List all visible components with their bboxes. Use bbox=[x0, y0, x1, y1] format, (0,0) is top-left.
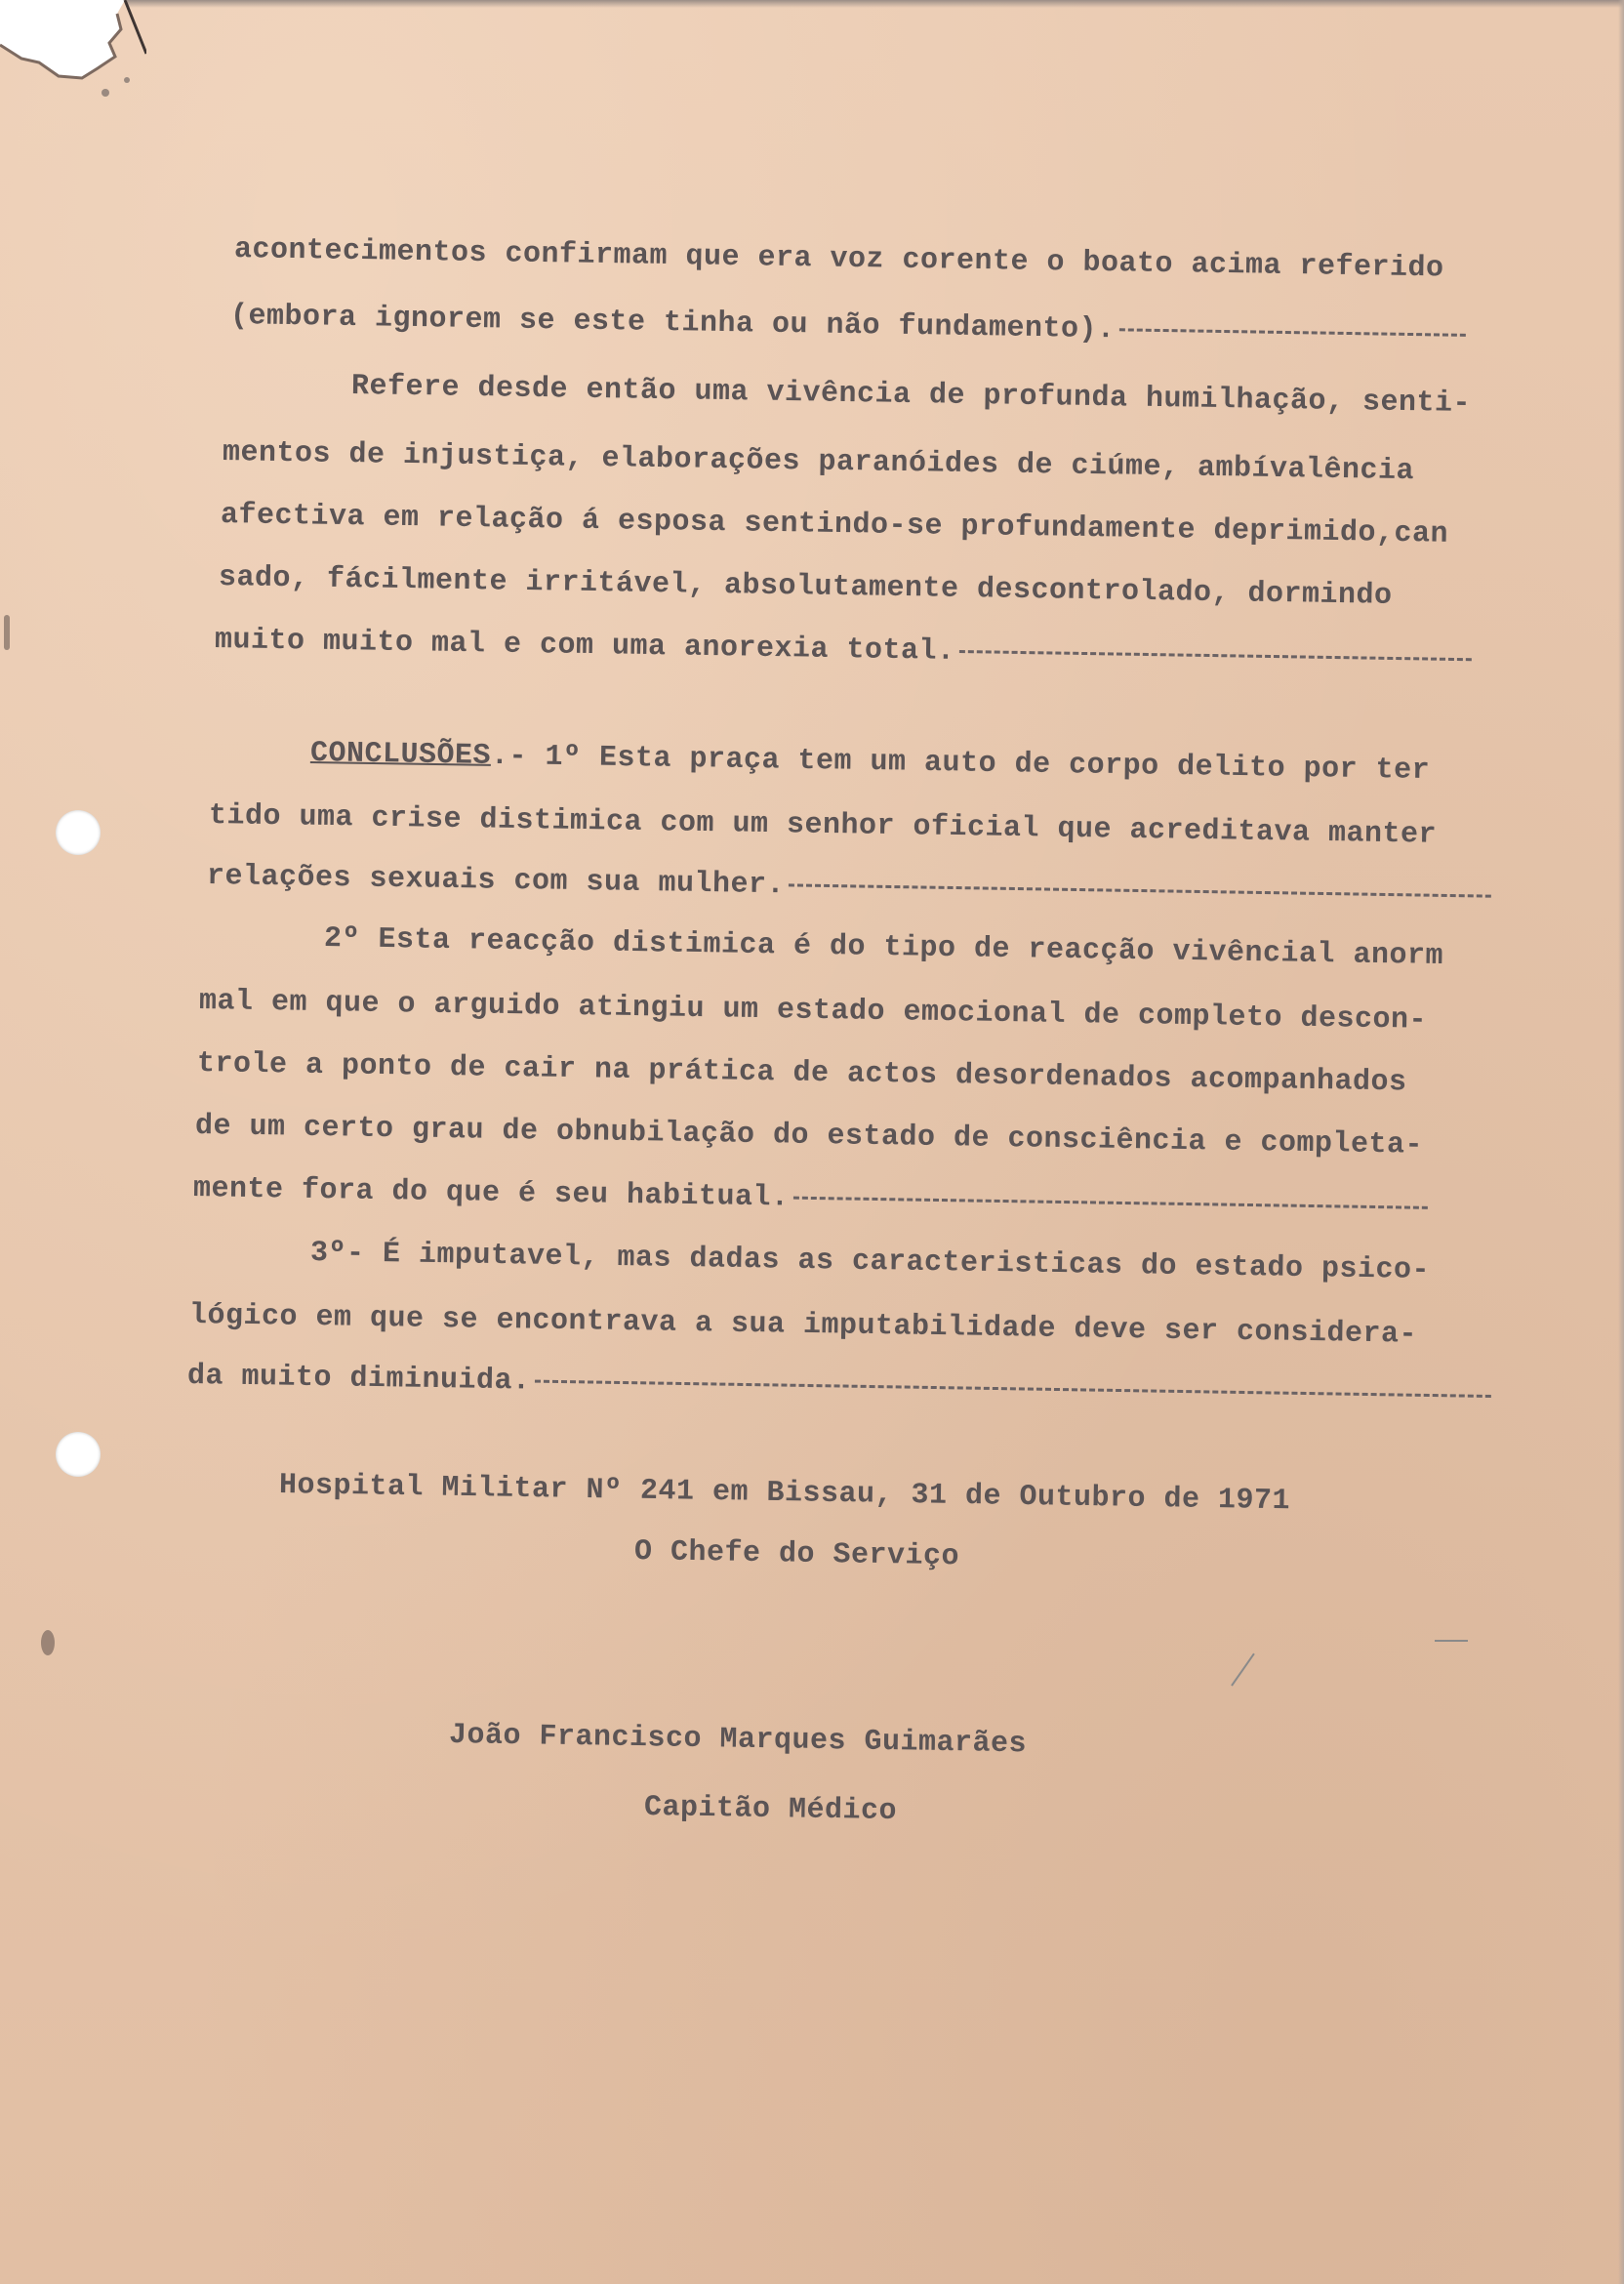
body-line bbox=[215, 624, 1472, 676]
body-line bbox=[193, 1172, 1428, 1225]
paragraph-1-line-2: (embora ignorem se este tinha ou não fundamento). bbox=[229, 300, 1116, 347]
conclusion-2-line-4: de um certo grau de obnubilação do estado de consciência e completa- bbox=[194, 1110, 1424, 1162]
paragraph-2-line-4: sado, fácilmente irritável, absolutamente descontrolado, dormindo bbox=[218, 561, 1393, 613]
body-line bbox=[223, 436, 1415, 488]
signature-role: O Chefe do Serviço bbox=[633, 1535, 960, 1574]
paragraph-1-line-1: acontecimentos confirmam que era voz corente o boato acima referido bbox=[233, 233, 1444, 286]
body-line bbox=[207, 860, 1491, 914]
conclusion-1-line-1: 1º Esta praça tem um auto de corpo delito por ter bbox=[545, 740, 1431, 789]
conclusion-1-line-3: relações sexuais com sua mulher. bbox=[206, 860, 786, 903]
body-line bbox=[634, 1535, 960, 1573]
body-line bbox=[351, 370, 1472, 421]
torn-corner bbox=[0, 0, 146, 107]
page-top-edge bbox=[127, 0, 1624, 8]
body-line bbox=[310, 1237, 1431, 1287]
conclusion-3-line-1: 3º- É imputavel, mas dadas as caracteristicas do estado psico- bbox=[309, 1237, 1431, 1288]
conclusion-2-line-1: 2º Esta reacção distimica é do tipo de reacção vivêncial anorm bbox=[323, 922, 1444, 974]
paragraph-2-line-5: muito muito mal e com uma anorexia total. bbox=[214, 624, 955, 669]
body-line bbox=[449, 1719, 1028, 1761]
body-line bbox=[187, 1360, 1491, 1413]
signatory-name: João Francisco Marques Guimarães bbox=[448, 1719, 1028, 1762]
body-line bbox=[219, 561, 1393, 613]
body-line bbox=[195, 1110, 1424, 1162]
body-line bbox=[197, 1047, 1407, 1099]
conclusion-2-line-5: mente fora do que é seu habitual. bbox=[192, 1172, 790, 1215]
ink-spot bbox=[41, 1630, 55, 1655]
body-line bbox=[234, 233, 1444, 285]
conclusion-2-line-3: trole a ponto de cair na prática de actos desordenados acompanhados bbox=[196, 1047, 1407, 1100]
pen-mark bbox=[1435, 1640, 1468, 1642]
punch-hole bbox=[56, 810, 101, 855]
body-line bbox=[209, 799, 1438, 852]
body-line bbox=[324, 922, 1444, 973]
body-line bbox=[279, 1469, 1291, 1518]
signatory-title: Capitão Médico bbox=[643, 1791, 898, 1829]
punch-hole bbox=[56, 1432, 101, 1477]
conclusion-1-line-2: tido uma crise distimica com um senhor oficial que acreditava manter bbox=[208, 799, 1438, 852]
conclusion-2-line-2: mal em que o arguido atingiu um estado emocional de completo descon- bbox=[198, 985, 1428, 1038]
body-line bbox=[310, 737, 1431, 788]
conclusions-heading: CONCLUSÕES bbox=[309, 737, 492, 773]
paragraph-2-line-2: mentos de injustiça, elaborações paranóides de ciúme, ambívalência bbox=[222, 436, 1415, 489]
body-line bbox=[189, 1299, 1418, 1352]
body-line bbox=[199, 985, 1428, 1038]
conclusion-3-line-2: lógico em que se encontrava a sua imputabilidade deve ser considera- bbox=[188, 1299, 1418, 1352]
body-line bbox=[221, 499, 1449, 551]
fill-dashes bbox=[1119, 328, 1466, 337]
body-line bbox=[644, 1791, 898, 1828]
paragraph-2-line-1: Refere desde então uma vivência de profunda humilhação, senti- bbox=[350, 370, 1472, 422]
fill-dashes bbox=[793, 1196, 1428, 1208]
fill-dashes bbox=[789, 883, 1491, 897]
fill-dashes bbox=[959, 650, 1472, 661]
ink-spot bbox=[4, 615, 10, 650]
page-right-edge bbox=[1618, 0, 1624, 2284]
paragraph-2-line-3: afectiva em relação á esposa sentindo-se profundamente deprimido,can bbox=[220, 499, 1449, 551]
pen-mark bbox=[1231, 1653, 1255, 1687]
place-date: Hospital Militar Nº 241 em Bissau, 31 de Outubro de 1971 bbox=[278, 1469, 1291, 1519]
body-line bbox=[230, 300, 1466, 352]
conclusion-3-line-3: da muito diminuida. bbox=[186, 1360, 531, 1399]
fill-dashes bbox=[535, 1379, 1491, 1397]
conclusions-separator: .- bbox=[490, 739, 528, 774]
